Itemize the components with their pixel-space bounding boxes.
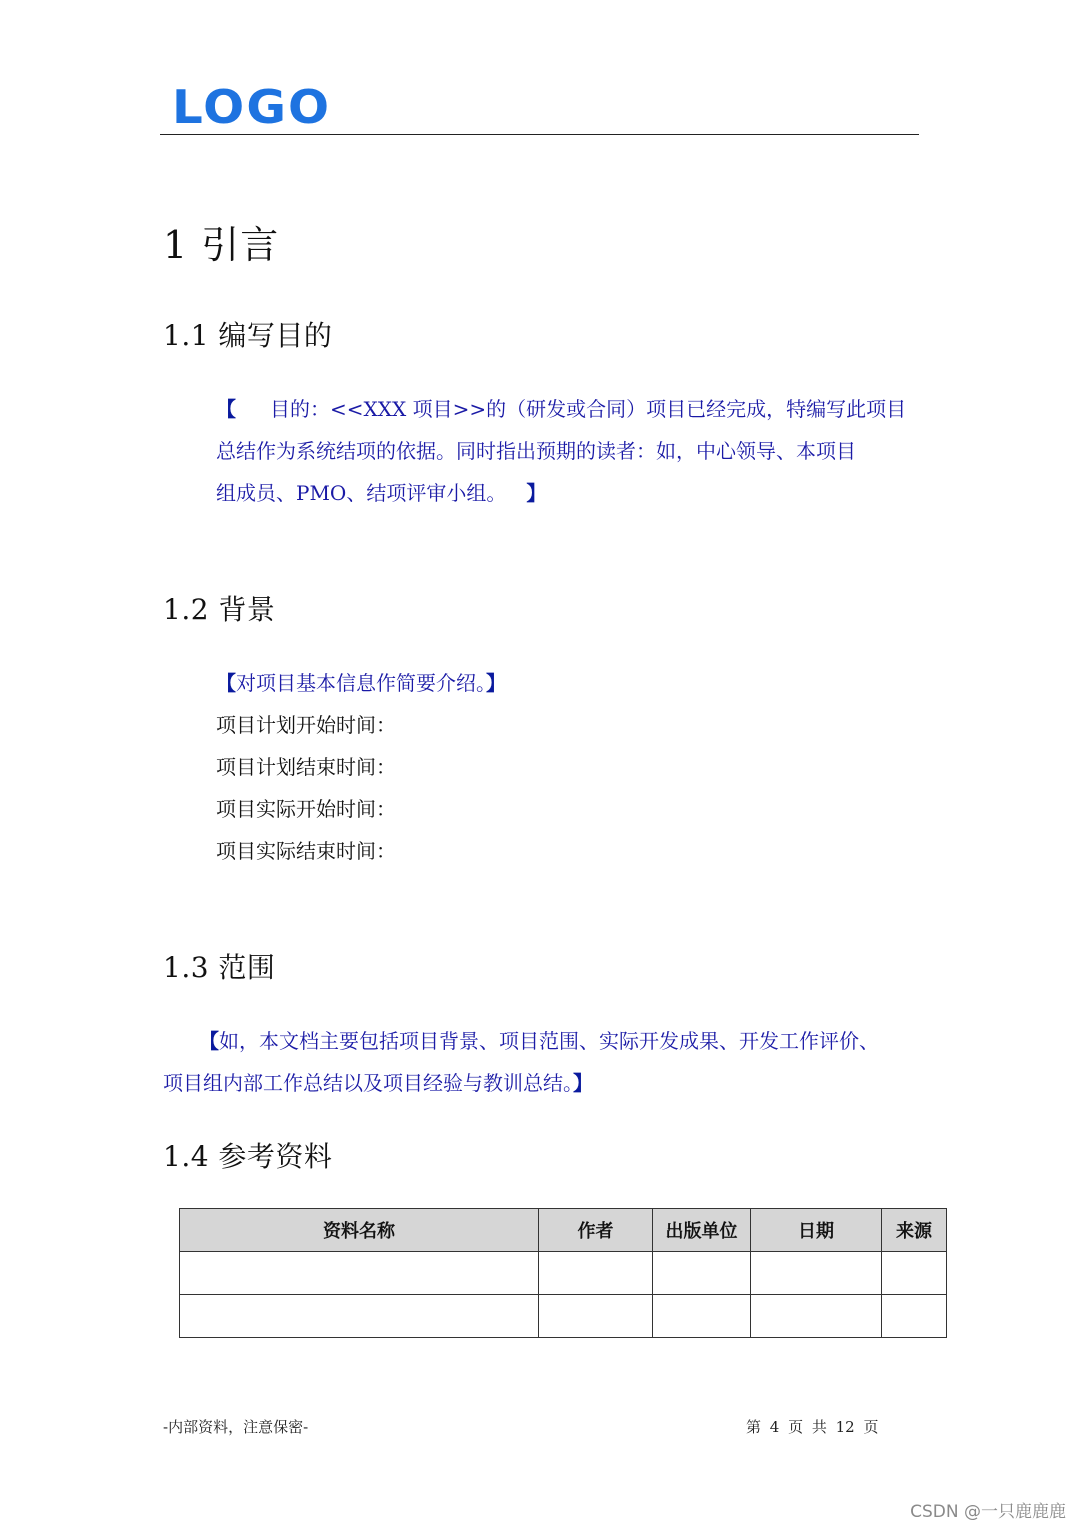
scope-text-2: 项目组内部工作总结以及项目经验与教训总结。 xyxy=(163,1071,573,1095)
close-bracket: 】 xyxy=(573,1071,593,1095)
purpose-line-2: 总结作为系统结项的依据。同时指出预期的读者：如，中心领导、本项目 xyxy=(216,439,856,463)
footer-confidential: -内部资料，注意保密- xyxy=(163,1418,309,1436)
table-cell[interactable] xyxy=(882,1295,947,1338)
table-cell[interactable] xyxy=(180,1252,539,1295)
actual-end-label: 项目实际结束时间： xyxy=(216,839,396,863)
table-cell[interactable] xyxy=(751,1252,882,1295)
logo: LOGO xyxy=(172,80,332,134)
header-rule xyxy=(160,134,919,135)
open-bracket: 【 xyxy=(216,671,236,695)
table-cell[interactable] xyxy=(882,1252,947,1295)
purpose-text-3: 组成员、PMO、结项评审小组。 xyxy=(216,481,507,505)
header-title: 资料名称 xyxy=(180,1209,539,1252)
background-note-text: 对项目基本信息作简要介绍。 xyxy=(236,671,486,695)
section-title-background: 1.2 背景 xyxy=(163,593,276,626)
purpose-line-1 xyxy=(216,388,926,430)
open-bracket: 【 xyxy=(199,1029,219,1053)
scope-text-1: 如，本文档主要包括项目背景、项目范围、实际开发成果、开发工作评价、 xyxy=(219,1029,879,1053)
purpose-line-3 xyxy=(216,472,926,514)
footer-page-info: 第 4 页 共 12 页 xyxy=(746,1418,879,1436)
actual-start-label: 项目实际开始时间： xyxy=(216,797,396,821)
references-table xyxy=(179,1208,947,1338)
header-publisher: 出版单位 xyxy=(653,1209,751,1252)
table-row xyxy=(180,1295,947,1338)
table-cell[interactable] xyxy=(539,1295,653,1338)
table-cell[interactable] xyxy=(751,1295,882,1338)
section-title-purpose: 1.1 编写目的 xyxy=(163,319,333,352)
table-row xyxy=(180,1252,947,1295)
section-title-scope: 1.3 范围 xyxy=(163,951,276,984)
planned-end-label: 项目计划结束时间： xyxy=(216,755,396,779)
scope-note xyxy=(163,1020,943,1104)
background-note xyxy=(216,662,506,704)
table-header-row xyxy=(180,1209,947,1252)
close-bracket: 】 xyxy=(526,481,547,505)
csdn-watermark: CSDN @一只鹿鹿鹿 xyxy=(910,1502,1066,1522)
table-cell[interactable] xyxy=(653,1252,751,1295)
planned-start-label: 项目计划开始时间： xyxy=(216,713,396,737)
table-cell[interactable] xyxy=(653,1295,751,1338)
section-title-references: 1.4 参考资料 xyxy=(163,1140,333,1173)
background-items xyxy=(216,704,396,872)
header-source: 来源 xyxy=(882,1209,947,1252)
scope-line-1 xyxy=(163,1020,943,1062)
table-cell[interactable] xyxy=(539,1252,653,1295)
scope-line-2 xyxy=(163,1062,943,1104)
section-title-introduction: 1 引言 xyxy=(163,223,280,267)
header-author: 作者 xyxy=(539,1209,653,1252)
purpose-note xyxy=(216,388,926,514)
header-date: 日期 xyxy=(751,1209,882,1252)
table-cell[interactable] xyxy=(180,1295,539,1338)
open-bracket: 【 xyxy=(216,397,236,421)
close-bracket: 】 xyxy=(486,671,506,695)
purpose-text-1: 目的：<<XXX 项目>>的（研发或合同）项目已经完成，特编写此项目 xyxy=(270,397,907,421)
